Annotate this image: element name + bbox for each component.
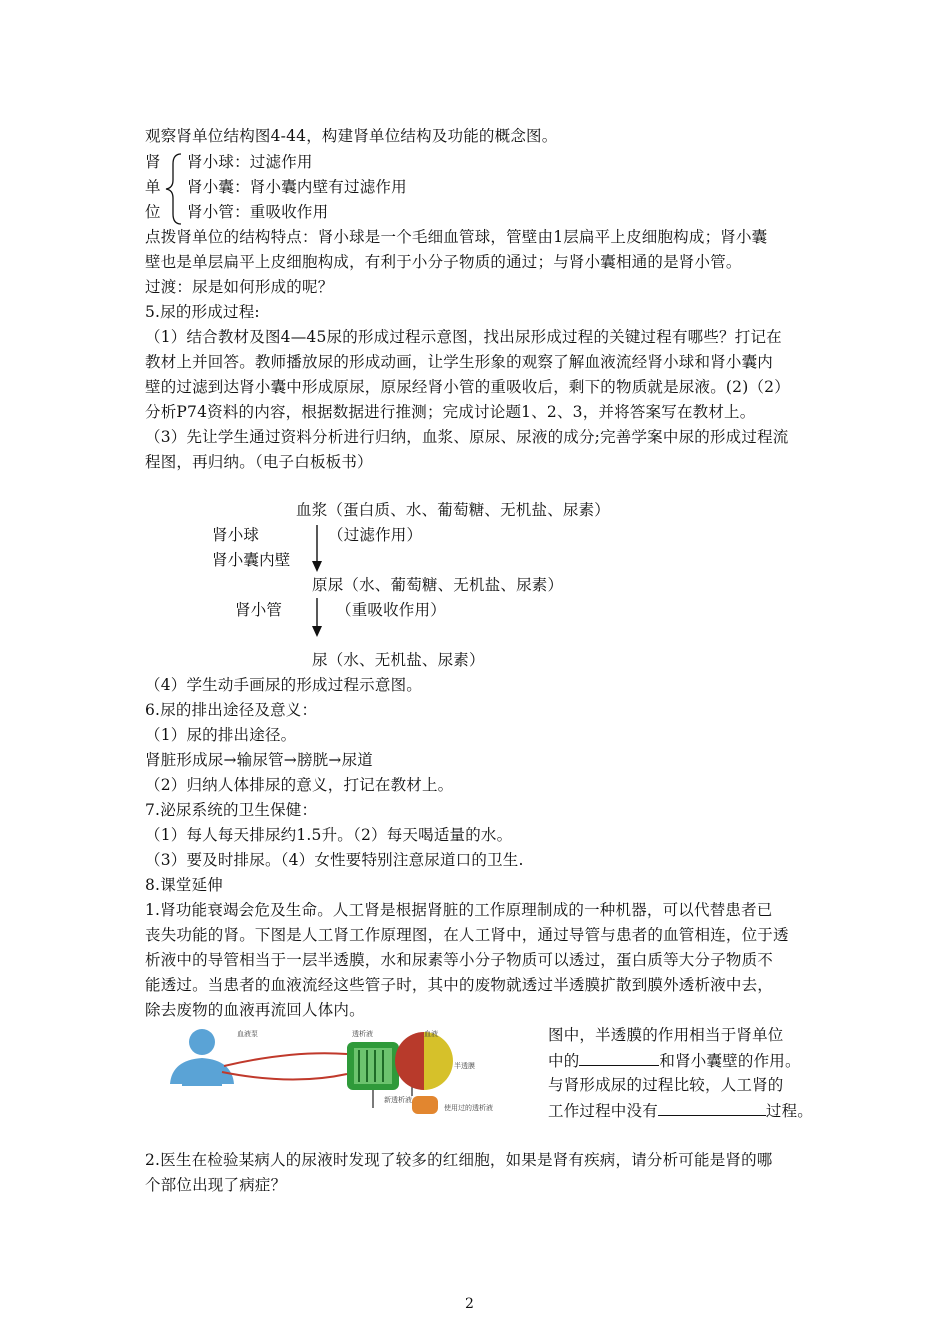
nephron-item-glomerulus: 肾小球：过滤作用 — [187, 153, 313, 171]
flow-left-tubule: 肾小管 — [235, 601, 283, 619]
s5-p1-line-2: 教材上并回答。教师播放尿的形成动画，让学生形象的观察了解血液流经肾小球和肾小囊内 — [145, 353, 774, 371]
section-6-title: 6.尿的排出途径及意义： — [145, 701, 318, 719]
point-line-2: 壁也是单层扁平上皮细胞构成，有利于小分子物质的通过；与肾小囊相通的是肾小管。 — [145, 253, 742, 271]
flow-plasma: 血浆（蛋白质、水、葡萄糖、无机盐、尿素） — [296, 501, 611, 519]
figure-label: 半透膜 — [454, 1062, 475, 1070]
figure-label: 新透析液 — [384, 1096, 412, 1104]
dialyzer-device — [347, 1042, 399, 1090]
s5-p1-line-3: 壁的过滤到达肾小囊中形成原尿，原尿经肾小管的重吸收后，剩下的物质就是尿液。(2)（2） — [145, 378, 790, 396]
q2-line-2: 个部位出现了病症？ — [145, 1176, 287, 1194]
fig-question-line-3: 与肾形成尿的过程比较，人工肾的 — [548, 1076, 784, 1094]
section-8-title: 8.课堂延伸 — [145, 876, 223, 894]
human-body-icon — [170, 1029, 234, 1086]
fig-question-line-1: 图中，半透膜的作用相当于肾单位 — [548, 1026, 784, 1044]
flow-filter: （过滤作用） — [328, 526, 423, 544]
q1-line-4: 能透过。当患者的血液流经这些管子时，其中的废物就透过半透膜扩散到膜外透析液中去， — [145, 976, 774, 994]
flow-arrow-2 — [310, 598, 324, 638]
nephron-item-tubule: 肾小管：重吸收作用 — [187, 203, 329, 221]
s6-p2: （2）归纳人体排尿的意义，打记在教材上。 — [145, 776, 454, 794]
answer-blank-2[interactable] — [658, 1098, 766, 1116]
answer-blank-1[interactable] — [579, 1048, 659, 1066]
page-number: 2 — [465, 1296, 474, 1312]
used-dialysate-bag — [412, 1096, 438, 1114]
q1-line-1: 1.肾功能衰竭会危及生命。人工肾是根据肾脏的工作原理制成的一种机器，可以代替患者已 — [145, 901, 773, 919]
point-line-1: 点拨肾单位的结构特点：肾小球是一个毛细血管球，管壁由1层扁平上皮细胞构成；肾小囊 — [145, 228, 768, 246]
q2-line-1: 2.医生在检验某病人的尿液时发现了较多的红细胞，如果是肾有疾病，请分析可能是肾的哪 — [145, 1151, 773, 1169]
flow-primary-urine: 原尿（水、葡萄糖、无机盐、尿素） — [312, 576, 564, 594]
fig-question-line-4: 工作过程中没有 过程。 — [548, 1098, 813, 1124]
s7-line-1: （1）每人每天排尿约1.5升。（2）每天喝适量的水。 — [145, 826, 513, 844]
q1-line-2: 丧失功能的肾。下图是人工肾工作原理图，在人工肾中，通过导管与患者的血管相连，位于透 — [145, 926, 789, 944]
s5-p1-line-1: （1）结合教材及图4—45尿的形成过程示意图，找出尿形成过程的关键过程有哪些？打记在 — [145, 328, 782, 346]
section-7-title: 7.泌尿系统的卫生保健： — [145, 801, 318, 819]
q1-line-5: 除去废物的血液再流回人体内。 — [145, 1001, 365, 1019]
figure-label: 血液泵 — [237, 1030, 258, 1038]
flow-left-glomerulus: 肾小球 — [212, 526, 260, 544]
artificial-kidney-figure — [162, 1024, 522, 1116]
section-5-title: 5.尿的形成过程: — [145, 303, 260, 321]
flow-arrow-1 — [310, 525, 324, 573]
brace-shape — [163, 152, 185, 226]
flow-left-capsule: 肾小囊内壁 — [212, 551, 291, 569]
q1-line-3: 析液中的导管相当于一层半透膜，水和尿素等小分子物质可以透过，蛋白质等大分子物质不 — [145, 951, 774, 969]
transition-text: 过渡：尿是如何形成的呢？ — [145, 278, 334, 296]
nephron-label: 肾 单 位 — [145, 153, 161, 221]
s6-route: 肾脏形成尿→输尿管→膀胱→尿道 — [145, 751, 373, 769]
s5-p3-line-2: 程图，再归纳。（电子白板板书） — [145, 453, 373, 471]
dialysate-tank — [395, 1032, 453, 1090]
nephron-item-capsule: 肾小囊：肾小囊内壁有过滤作用 — [187, 178, 407, 196]
flow-reabsorb: （重吸收作用） — [336, 601, 446, 619]
s5-p1-line-4: 分析P74资料的内容，根据数据进行推测；完成讨论题1、2、3，并将答案写在教材上。 — [145, 403, 756, 421]
s5-p3-line-1: （3）先让学生通过资料分析进行归纳，血浆、原尿、尿液的成分;完善学案中尿的形成过程流 — [145, 428, 789, 446]
figure-label: 血液 — [424, 1030, 438, 1038]
s5-p4: （4）学生动手画尿的形成过程示意图。 — [145, 676, 422, 694]
s6-p1: （1）尿的排出途径。 — [145, 726, 297, 744]
figure-label: 使用过的透析液 — [444, 1104, 493, 1112]
intro-text: 观察肾单位结构图4-44，构建肾单位结构及功能的概念图。 — [145, 127, 558, 145]
flow-urine: 尿（水、无机盐、尿素） — [312, 651, 485, 669]
figure-label: 透析液 — [352, 1030, 373, 1038]
fig-question-line-2: 中的 和肾小囊壁的作用。 — [548, 1048, 801, 1074]
s7-line-2: （3）要及时排尿。（4）女性要特别注意尿道口的卫生. — [145, 851, 524, 869]
